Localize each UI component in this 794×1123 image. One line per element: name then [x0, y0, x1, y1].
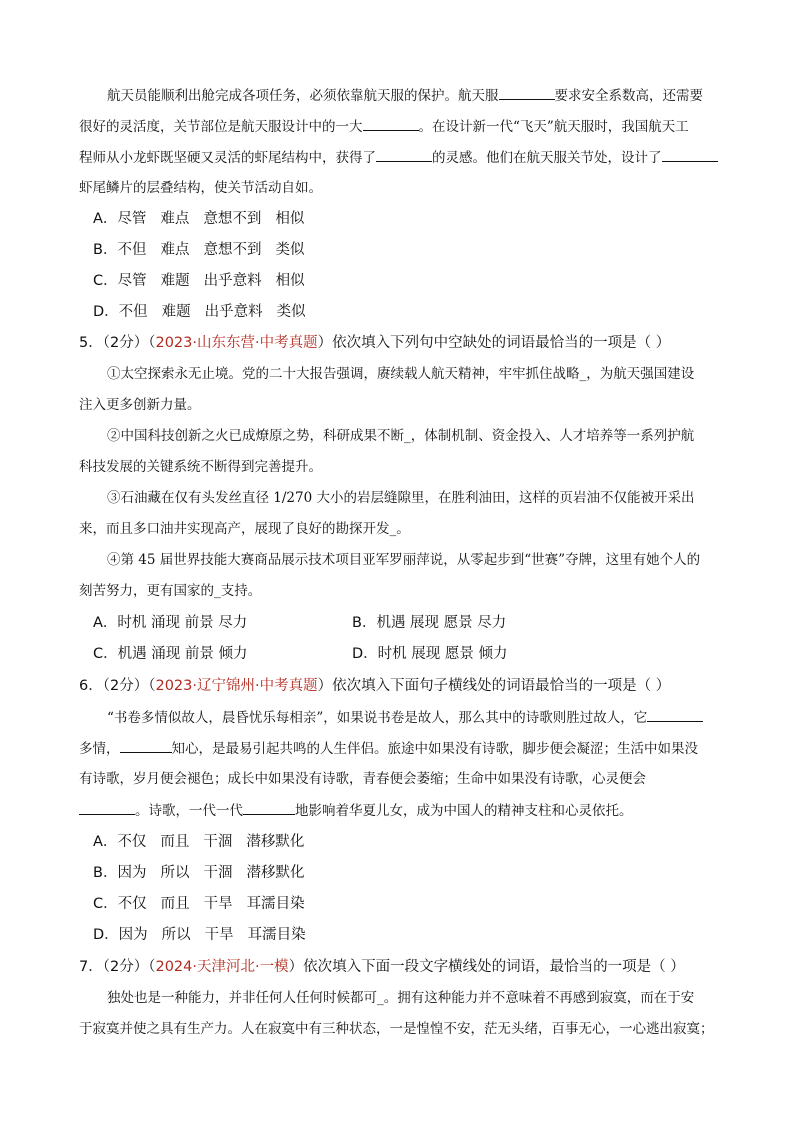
option-word: 出乎意料: [203, 273, 262, 289]
q7-line: 独处也是一种能力，并非任何人任何时候都可_。拥有这种能力并不意味着不再感到寂寞，而在于安: [107, 990, 695, 1006]
option-word: 因为: [118, 927, 148, 943]
option-letter: B．: [352, 615, 377, 631]
option-letter: A．: [93, 834, 118, 850]
option-word: 意想不到: [203, 211, 262, 227]
option-letter: D．: [352, 646, 378, 662]
q4-option-b[interactable]: [93, 240, 304, 260]
q5-line: ③石油藏在仅有头发丝直径 1/270 大小的岩层缝隙里，在胜利油田，这样的页岩油不仅能被开采出: [107, 490, 695, 506]
text: 。诗歌，一代一代: [135, 803, 243, 819]
option-letter: B．: [93, 242, 118, 258]
text: 航天员能顺利出舱完成各项任务，必须依靠航天服的保护。航天服: [107, 88, 499, 104]
option-text: 机遇 展现 愿景 尽力: [376, 615, 507, 631]
option-word: 相似: [275, 211, 305, 227]
text: 有诗歌，岁月便会褪色；成长中如果没有诗歌，青春便会萎缩；生命中如果没有诗歌，心灵便会: [79, 771, 646, 787]
option-letter: D．: [93, 304, 119, 320]
text: ）: [288, 959, 304, 975]
question-points: （2分）（: [102, 678, 156, 694]
q5-option-d[interactable]: [352, 644, 508, 664]
question-points: （2分）（: [102, 959, 156, 975]
option-word: 不仅: [117, 896, 147, 912]
q5-option-b[interactable]: [352, 613, 506, 633]
option-word: 类似: [275, 242, 305, 258]
option-word: 耳濡目染: [246, 896, 305, 912]
option-word: 干涸: [203, 865, 233, 881]
option-letter: B．: [93, 865, 118, 881]
text: 的灵感。他们在航天服关节处，设计了: [432, 150, 662, 166]
option-word: 而且: [160, 834, 190, 850]
text: 知心，是最易引起共鸣的人生伴侣。旅途中如果没有诗歌，脚步便会凝涩；生活中如果没: [171, 741, 698, 757]
option-word: 而且: [160, 896, 190, 912]
q5-option-c[interactable]: [93, 644, 247, 664]
option-text: 时机 展现 愿景 倾力: [377, 646, 508, 662]
question-stem: 依次填入下列句中空缺处的词语最恰当的一项是（ ）: [332, 335, 671, 351]
option-word: 干旱: [204, 927, 234, 943]
answer-blank: [120, 738, 172, 753]
question-number: 6．: [79, 678, 103, 694]
answer-blank: [662, 147, 718, 162]
q6-line: [79, 800, 719, 821]
text: “书卷多情似故人，晨昏忧乐每相亲”，如果说书卷是故人，那么其中的诗歌则胜过故人，它: [107, 710, 648, 726]
q6-header: [79, 676, 670, 696]
q5-line: 科技发展的关键系统不断得到完善提升。: [79, 459, 322, 475]
q6-option-a[interactable]: [93, 832, 304, 852]
option-word: 所以: [160, 865, 190, 881]
q5-line: 注入更多创新力量。: [79, 397, 201, 413]
question-stem: 依次填入下面句子横线处的词语最恰当的一项是（ ）: [332, 678, 671, 694]
q7-line: 于寂寞并使之具有生产力。人在寂寞中有三种状态，一是惶惶不安，茫无头绪，百事无心，一心逃出寂寞；: [79, 1021, 714, 1037]
question-number: 5．: [79, 335, 103, 351]
option-letter: C．: [93, 273, 118, 289]
q4-passage-line-2: [79, 116, 719, 137]
answer-blank: [363, 116, 419, 131]
answer-blank: [647, 707, 703, 722]
q5-line: ④第 45 届世界技能大赛商品展示技术项目亚军罗丽萍说，从零起步到“世赛”夺牌，这里有她个人的: [107, 552, 701, 568]
option-word: 不但: [117, 242, 147, 258]
answer-blank: [243, 800, 295, 815]
option-word: 类似: [276, 304, 306, 320]
text: 要求安全系数高，还需要: [554, 88, 703, 104]
answer-blank: [376, 147, 432, 162]
option-word: 出乎意料: [204, 304, 263, 320]
text: 虾尾鳞片的层叠结构，使关节活动自如。: [79, 180, 322, 196]
q4-option-d[interactable]: [93, 302, 306, 322]
answer-blank: [79, 800, 135, 815]
option-word: 因为: [117, 865, 147, 881]
option-letter: A．: [93, 211, 118, 227]
question-number: 7．: [79, 959, 103, 975]
question-points: （2分）（: [102, 335, 156, 351]
option-word: 不但: [118, 304, 148, 320]
text: 。在设计新一代“飞天”航天服时，我国航天工: [418, 119, 689, 135]
q6-line: [79, 769, 719, 789]
option-word: 所以: [161, 927, 191, 943]
question-source: 2023·山东东营·中考真题: [155, 335, 318, 351]
q6-option-d[interactable]: [93, 925, 306, 945]
text: ）: [317, 335, 333, 351]
q6-line: [107, 707, 703, 728]
option-word: 潜移默化: [246, 865, 305, 881]
answer-blank: [499, 85, 555, 100]
text: 地影响着华夏儿女，成为中国人的精神支柱和心灵依托。: [295, 803, 633, 819]
option-word: 意想不到: [203, 242, 262, 258]
option-word: 难题: [160, 273, 190, 289]
q5-line: 刻苦努力，更有国家的_支持。: [79, 583, 262, 599]
q4-passage-line-4: [79, 178, 719, 198]
option-word: 难点: [160, 242, 190, 258]
option-word: 尽管: [117, 273, 147, 289]
text: 程师从小龙虾既坚硬又灵活的虾尾结构中，获得了: [79, 150, 376, 166]
q5-line: ①太空探索永无止境。党的二十大报告强调，赓续载人航天精神，牢牢抓住战略_，为航天强国建设: [107, 366, 695, 382]
q5-line: 来，而且多口油井实现高产，展现了良好的勘探开发_。: [79, 521, 410, 537]
option-text: 时机 涌现 前景 尽力: [117, 615, 248, 631]
option-word: 相似: [275, 273, 305, 289]
q6-line: [79, 738, 719, 759]
option-letter: A．: [93, 615, 118, 631]
q4-passage-line-1: [107, 85, 703, 106]
option-word: 难点: [160, 211, 190, 227]
q6-option-b[interactable]: [93, 863, 304, 883]
q5-line: ②中国科技创新之火已成燎原之势，科研成果不断_，体制机制、资金投入、人才培养等一系列护航: [107, 428, 695, 444]
q4-option-c[interactable]: [93, 271, 305, 291]
question-source: 2023·辽宁锦州·中考真题: [155, 678, 318, 694]
text: 很好的灵活度，关节部位是航天服设计中的一大: [79, 119, 363, 135]
option-letter: C．: [93, 646, 118, 662]
q5-header: [79, 333, 670, 353]
option-letter: D．: [93, 927, 119, 943]
option-word: 干涸: [203, 834, 233, 850]
option-word: 耳濡目染: [247, 927, 306, 943]
option-word: 潜移默化: [246, 834, 305, 850]
option-text: 机遇 涌现 前景 倾力: [117, 646, 248, 662]
question-source: 2024·天津河北·一模: [155, 959, 289, 975]
option-word: 尽管: [117, 211, 147, 227]
q4-option-a[interactable]: [93, 209, 304, 229]
q4-passage-line-3: [79, 147, 719, 168]
option-letter: C．: [93, 896, 118, 912]
q7-header: [79, 957, 685, 977]
text: ）: [317, 678, 333, 694]
text: 多情，: [79, 741, 120, 757]
option-word: 干旱: [203, 896, 233, 912]
q6-option-c[interactable]: [93, 894, 305, 914]
q5-option-a[interactable]: [93, 613, 247, 633]
option-word: 不仅: [117, 834, 147, 850]
option-word: 难题: [161, 304, 191, 320]
question-stem: 依次填入下面一段文字横线处的词语，最恰当的一项是（ ）: [303, 959, 685, 975]
